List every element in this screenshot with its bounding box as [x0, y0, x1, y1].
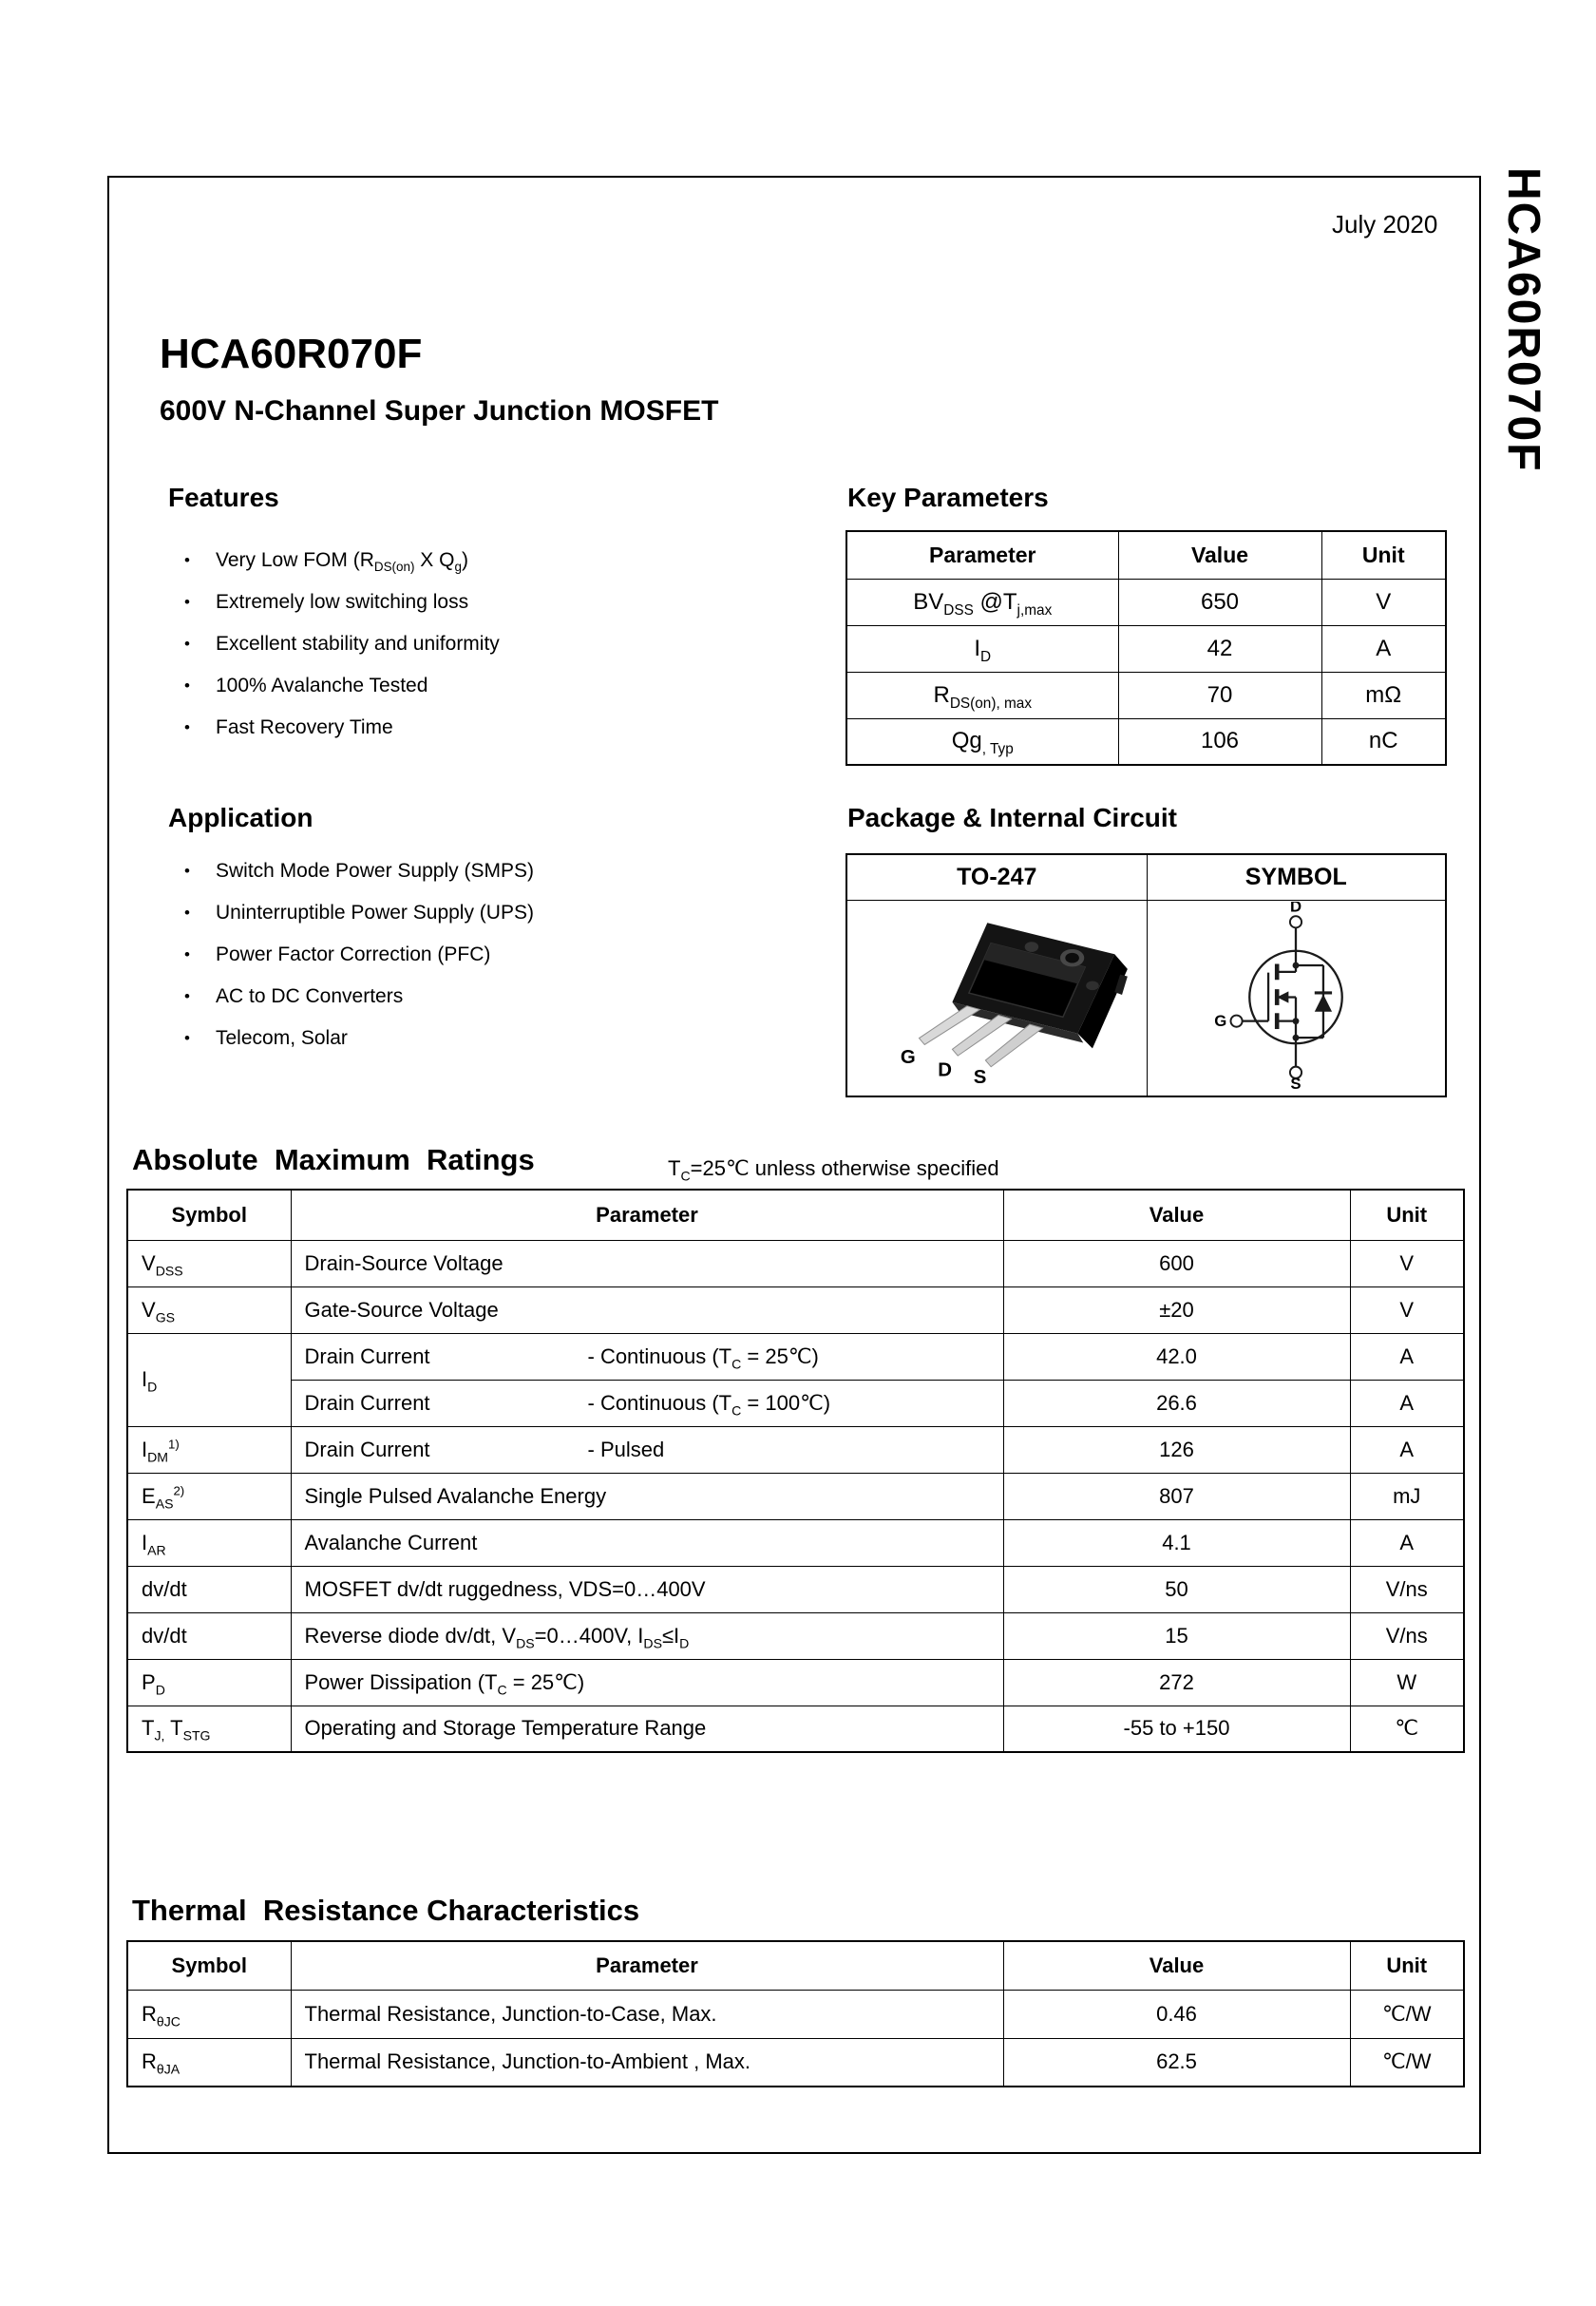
amr-value-cell: 600 — [1003, 1240, 1350, 1286]
amr-row — [127, 1240, 1464, 1286]
amr-row — [127, 1286, 1464, 1333]
kp-column-header: Value — [1118, 531, 1321, 579]
bullet-text: 100% Avalanche Tested — [216, 675, 428, 696]
amr-unit-cell: V — [1350, 1286, 1464, 1333]
amr-column-header: Symbol — [127, 1190, 291, 1240]
bullet-item — [184, 716, 500, 738]
bullet-item — [184, 549, 500, 575]
package-table — [846, 853, 1447, 1097]
thermal-value-cell: 0.46 — [1003, 1990, 1350, 2038]
bullet-item — [184, 943, 534, 965]
key-parameters-table — [846, 530, 1447, 766]
amr-unit-cell: A — [1350, 1426, 1464, 1473]
bullet-text: Fast Recovery Time — [216, 716, 393, 738]
amr-row — [127, 1380, 1464, 1426]
junction-dot-bottom — [1293, 1034, 1300, 1040]
bullet-dot: • — [184, 718, 190, 736]
thermal-parameter-cell: Thermal Resistance, Junction-to-Ambient , Max. — [291, 2038, 1003, 2087]
part-number-title: HCA60R070F — [160, 331, 423, 377]
kp-parameter-cell: $BV_{DSS}$ $@T_{j,max}$ — [846, 579, 1118, 625]
bullet-item — [184, 1027, 534, 1049]
bullet-text: Switch Mode Power Supply (SMPS) — [216, 860, 534, 882]
amr-unit-cell: A — [1350, 1333, 1464, 1380]
kp-unit-cell: nC — [1321, 718, 1446, 765]
amr-value-cell: ±20 — [1003, 1286, 1350, 1333]
package-header-row — [846, 854, 1446, 900]
amr-column-header: Value — [1003, 1190, 1350, 1240]
thermal-column-header: Value — [1003, 1941, 1350, 1990]
kp-row — [846, 625, 1446, 672]
amr-value-cell: -55 to +150 — [1003, 1706, 1350, 1752]
thermal-header-row — [127, 1941, 1464, 1990]
amr-column-header: Unit — [1350, 1190, 1464, 1240]
bullet-text: Telecom, Solar — [216, 1027, 348, 1049]
drain-terminal — [1290, 916, 1302, 927]
amr-unit-cell: A — [1350, 1380, 1464, 1426]
package-column-header: SYMBOL — [1147, 854, 1446, 900]
abs-max-header-row — [127, 1190, 1464, 1240]
amr-unit-cell: ℃ — [1350, 1706, 1464, 1752]
abs-max-note: $T_C=25℃$ unless otherwise specified — [668, 1156, 999, 1184]
package-image-row — [846, 900, 1446, 1096]
kp-value-cell: 42 — [1118, 625, 1321, 672]
amr-value-cell: 42.0 — [1003, 1333, 1350, 1380]
thermal-heading: Thermal Resistance Characteristics — [132, 1894, 640, 1927]
kp-value-cell: 106 — [1118, 718, 1321, 765]
to247-vent-hole-2 — [1086, 981, 1099, 990]
bullet-text: Extremely low switching loss — [216, 591, 469, 613]
amr-unit-cell: W — [1350, 1659, 1464, 1706]
amr-value-cell: 272 — [1003, 1659, 1350, 1706]
to247-vent-hole — [1025, 942, 1039, 952]
amr-parameter-cell: Power Dissipation ($T_C$ = 25℃) — [291, 1659, 1003, 1706]
pin-label-d: D — [938, 1058, 953, 1080]
amr-unit-cell: V — [1350, 1240, 1464, 1286]
amr-value-cell: 26.6 — [1003, 1380, 1350, 1426]
kp-unit-cell: mΩ — [1321, 672, 1446, 718]
kp-value-cell: 70 — [1118, 672, 1321, 718]
amr-unit-cell: A — [1350, 1519, 1464, 1566]
gate-terminal — [1231, 1015, 1243, 1026]
amr-parameter-cell: Avalanche Current — [291, 1519, 1003, 1566]
kp-unit-cell: A — [1321, 625, 1446, 672]
kp-row — [846, 579, 1446, 625]
amr-unit-cell: mJ — [1350, 1473, 1464, 1519]
kp-parameter-cell: $Qg_{, Typ}$ — [846, 718, 1118, 765]
package-heading: Package & Internal Circuit — [847, 803, 1178, 832]
amr-symbol-cell: $P_D$ — [127, 1659, 291, 1706]
amr-symbol-cell: $V_{GS}$ — [127, 1286, 291, 1333]
mosfet-symbol-graphic — [1208, 902, 1383, 1090]
abs-max-table — [126, 1189, 1465, 1753]
amr-symbol-cell: $T_{J,}$ $T_{STG}$ — [127, 1706, 291, 1752]
amr-parameter-cell: Gate-Source Voltage — [291, 1286, 1003, 1333]
pin-label-s: S — [973, 1066, 987, 1088]
thermal-table — [126, 1940, 1465, 2087]
diode-triangle — [1315, 994, 1332, 1011]
kp-value-cell: 650 — [1118, 579, 1321, 625]
amr-column-header: Parameter — [291, 1190, 1003, 1240]
amr-row — [127, 1333, 1464, 1380]
amr-parameter-cell: Drain-Source Voltage — [291, 1240, 1003, 1286]
amr-symbol-cell: $E_{AS}^{2)}$ — [127, 1473, 291, 1519]
device-subtitle: 600V N-Channel Super Junction MOSFET — [160, 395, 719, 427]
thermal-symbol-cell: $R_{\theta JA}$ — [127, 2038, 291, 2087]
amr-row — [127, 1426, 1464, 1473]
amr-value-cell: 15 — [1003, 1612, 1350, 1659]
terminal-label-g: G — [1214, 1011, 1227, 1030]
thermal-column-header: Parameter — [291, 1941, 1003, 1990]
terminal-label-s: S — [1290, 1074, 1302, 1090]
kp-parameter-cell: $I_D$ — [846, 625, 1118, 672]
amr-value-cell: 807 — [1003, 1473, 1350, 1519]
bullet-dot: • — [184, 904, 190, 922]
amr-row — [127, 1566, 1464, 1612]
bullet-dot: • — [184, 862, 190, 880]
bullet-text: Excellent stability and uniformity — [216, 633, 500, 655]
amr-symbol-cell: $I_D$ — [127, 1333, 291, 1426]
abs-max-heading: Absolute Maximum Ratings — [132, 1143, 535, 1176]
amr-parameter-cell: Drain Current - Continuous ($T_C$ = 100℃) — [291, 1380, 1003, 1426]
amr-row — [127, 1473, 1464, 1519]
junction-dot-top — [1293, 962, 1300, 968]
amr-value-cell: 126 — [1003, 1426, 1350, 1473]
thermal-symbol-cell: $R_{\theta JC}$ — [127, 1990, 291, 2038]
thermal-value-cell: 62.5 — [1003, 2038, 1350, 2087]
kp-header-row — [846, 531, 1446, 579]
amr-parameter-cell: Reverse diode dv/dt, $V_{DS}=0\dots 400V$, $I_{DS}\le I_D$ — [291, 1612, 1003, 1659]
thermal-parameter-cell: Thermal Resistance, Junction-to-Case, Max. — [291, 1990, 1003, 2038]
bullet-text: Uninterruptible Power Supply (UPS) — [216, 902, 534, 924]
features-list — [184, 549, 500, 758]
bullet-dot: • — [184, 677, 190, 695]
thermal-row — [127, 1990, 1464, 2038]
to247-package-cell — [846, 900, 1147, 1096]
bullet-item — [184, 591, 500, 613]
to247-mounting-hole-inner — [1066, 952, 1080, 962]
amr-symbol-cell: $V_{DSS}$ — [127, 1240, 291, 1286]
application-heading: Application — [168, 803, 314, 832]
amr-parameter-cell: Operating and Storage Temperature Range — [291, 1706, 1003, 1752]
publication-date: July 2020 — [1332, 210, 1438, 238]
package-column-header: TO-247 — [846, 854, 1147, 900]
amr-value-cell: 50 — [1003, 1566, 1350, 1612]
thermal-column-header: Symbol — [127, 1941, 291, 1990]
kp-column-header: Unit — [1321, 531, 1446, 579]
bullet-item — [184, 675, 500, 696]
pin-label-g: G — [901, 1046, 916, 1068]
amr-parameter-cell: Drain Current - Pulsed — [291, 1426, 1003, 1473]
bullet-item — [184, 633, 500, 655]
amr-row — [127, 1612, 1464, 1659]
thermal-row — [127, 2038, 1464, 2087]
bullet-dot: • — [184, 987, 190, 1005]
amr-unit-cell: V/ns — [1350, 1612, 1464, 1659]
amr-row — [127, 1519, 1464, 1566]
mosfet-symbol-cell — [1147, 900, 1446, 1096]
bullet-text: Very Low FOM ($R_{DS(on)}$ X $Q_g$) — [216, 549, 468, 575]
bullet-text: AC to DC Converters — [216, 985, 404, 1007]
kp-row — [846, 672, 1446, 718]
bullet-dot: • — [184, 635, 190, 653]
terminal-label-d: D — [1290, 901, 1302, 916]
amr-unit-cell: V/ns — [1350, 1566, 1464, 1612]
amr-row — [127, 1659, 1464, 1706]
bullet-dot: • — [184, 945, 190, 963]
junction-dot-mid — [1293, 1018, 1300, 1024]
thermal-unit-cell: ℃/W — [1350, 2038, 1464, 2087]
bullet-item — [184, 985, 534, 1007]
to247-package-graphic — [847, 901, 1146, 1091]
bullet-dot: • — [184, 593, 190, 611]
thermal-column-header: Unit — [1350, 1941, 1464, 1990]
bullet-text: Power Factor Correction (PFC) — [216, 943, 491, 965]
kp-parameter-cell: $R_{DS(on), max}$ — [846, 672, 1118, 718]
amr-row — [127, 1706, 1464, 1752]
kp-unit-cell: V — [1321, 579, 1446, 625]
key-parameters-heading: Key Parameters — [847, 483, 1049, 512]
bullet-item — [184, 860, 534, 882]
amr-symbol-cell: $I_{DM}^{1)}$ — [127, 1426, 291, 1473]
amr-parameter-cell: Single Pulsed Avalanche Energy — [291, 1473, 1003, 1519]
amr-symbol-cell: dv/dt — [127, 1612, 291, 1659]
application-list — [184, 860, 534, 1069]
bullet-dot: • — [184, 551, 190, 569]
bullet-item — [184, 902, 534, 924]
amr-symbol-cell: dv/dt — [127, 1566, 291, 1612]
amr-parameter-cell: MOSFET dv/dt ruggedness, VDS=0…400V — [291, 1566, 1003, 1612]
amr-value-cell: 4.1 — [1003, 1519, 1350, 1566]
bullet-dot: • — [184, 1029, 190, 1047]
amr-parameter-cell: Drain Current - Continuous ($T_C$ = 25℃) — [291, 1333, 1003, 1380]
kp-column-header: Parameter — [846, 531, 1118, 579]
side-part-number: HCA60R070F — [1498, 167, 1548, 473]
kp-row — [846, 718, 1446, 765]
amr-symbol-cell: $I_{AR}$ — [127, 1519, 291, 1566]
thermal-unit-cell: ℃/W — [1350, 1990, 1464, 2038]
features-heading: Features — [168, 483, 279, 512]
